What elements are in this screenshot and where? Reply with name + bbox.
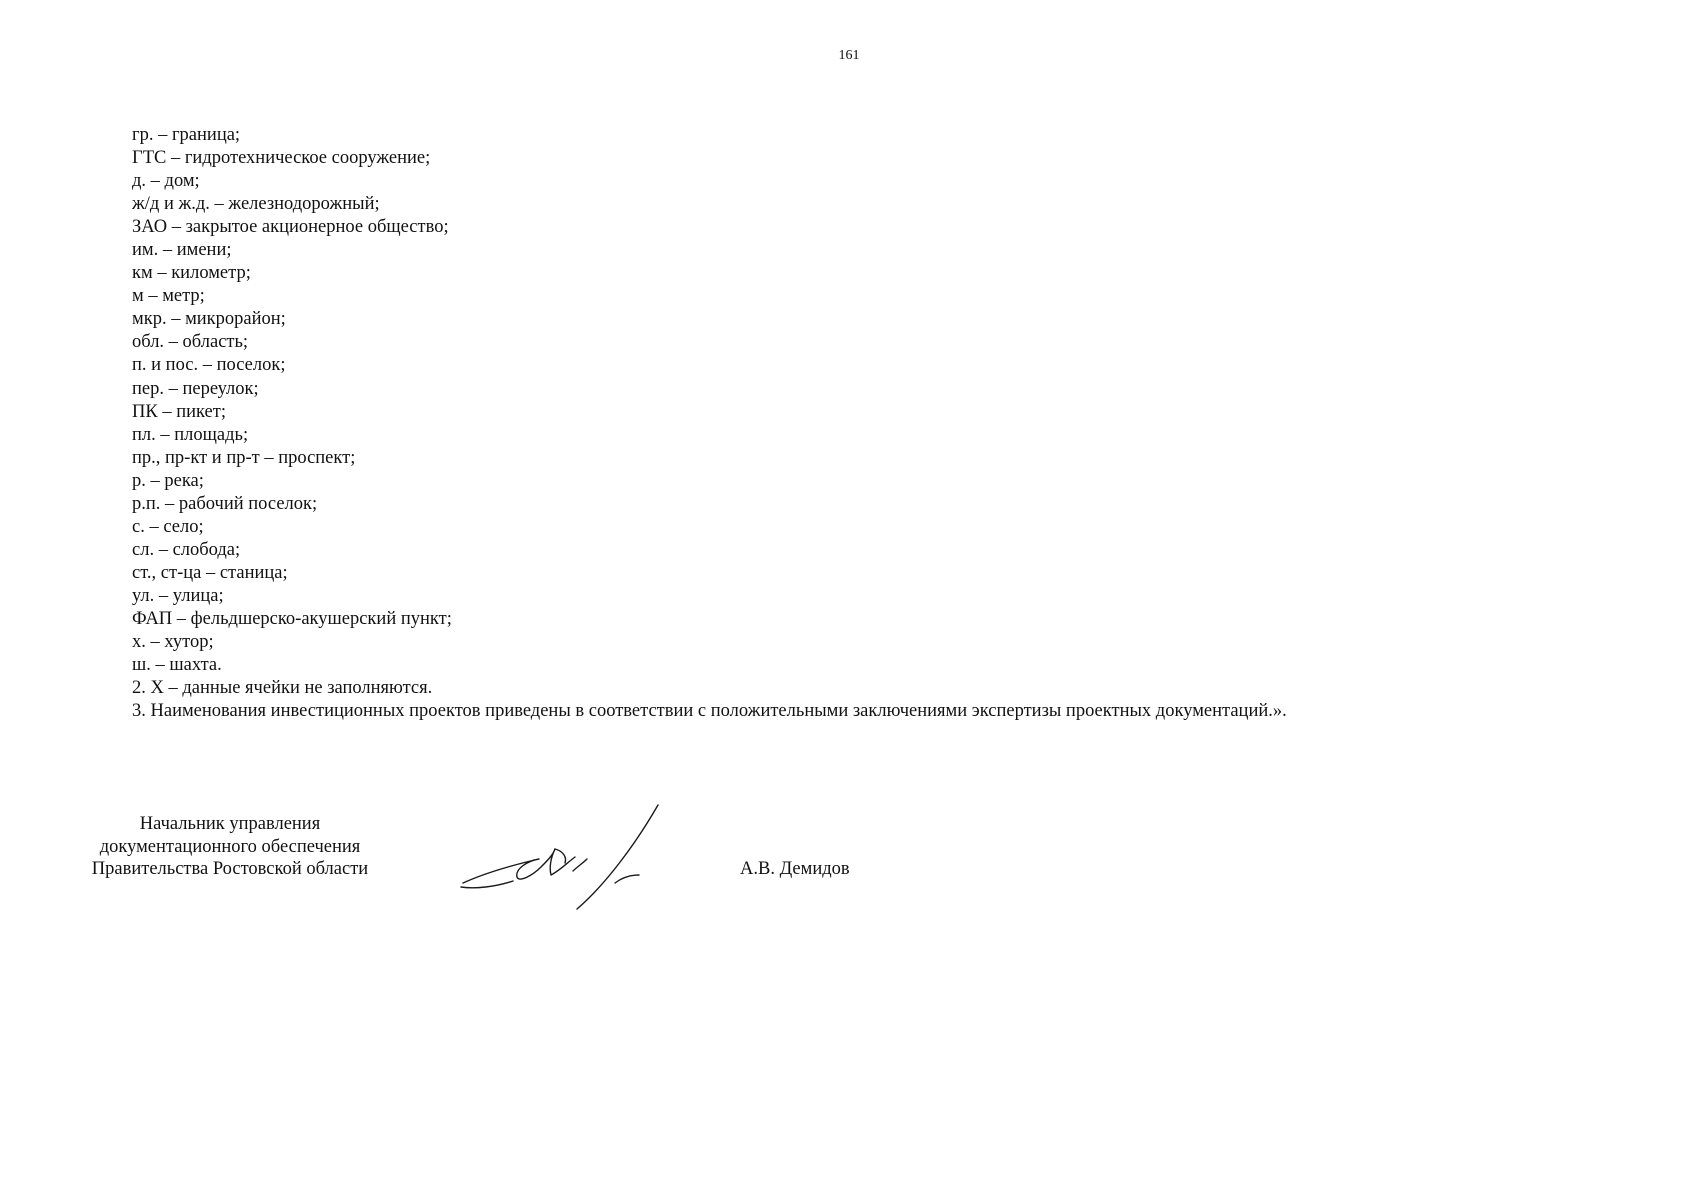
abbreviation-item: им. – имени;: [132, 240, 232, 261]
abbreviation-item: сл. – слобода;: [132, 539, 241, 560]
abbreviation-list: [132, 124, 1287, 723]
abbreviation-item: пер. – переулок;: [132, 378, 259, 399]
abbreviation-item: ЗАО – закрытое акционерное общество;: [132, 217, 449, 238]
handwritten-signature: [455, 797, 665, 912]
signatory-position: [70, 813, 390, 881]
abbreviation-item: м – метр;: [132, 286, 205, 307]
abbreviation-item: р.п. – рабочий поселок;: [132, 493, 318, 514]
signatory-name: А.В. Демидов: [740, 859, 850, 879]
position-line: Начальник управления: [139, 814, 321, 834]
abbreviation-item: с. – село;: [132, 516, 204, 537]
abbreviation-item: ПК – пикет;: [132, 401, 226, 422]
abbreviation-item: х. – хутор;: [132, 632, 214, 653]
abbreviation-item: пл. – площадь;: [132, 424, 249, 445]
abbreviation-item: пр., пр-кт и пр-т – проспект;: [132, 447, 356, 468]
abbreviation-item: ст., ст-ца – станица;: [132, 562, 288, 583]
abbreviation-item: обл. – область;: [132, 332, 249, 353]
abbreviation-item: ФАП – фельдшерско-акушерский пункт;: [132, 608, 452, 629]
position-line: документационного обеспечения: [99, 836, 361, 857]
abbreviation-item: ж/д и ж.д. – железнодорожный;: [132, 194, 380, 215]
abbreviation-item: д. – дом;: [132, 171, 200, 192]
position-line: Правительства Ростовской области: [91, 859, 369, 879]
abbreviation-item: ш. – шахта.: [132, 655, 222, 676]
note-item: 2. Х – данные ячейки не заполняются.: [132, 678, 433, 699]
abbreviation-item: р. – река;: [132, 470, 204, 491]
note-item: 3. Наименования инвестиционных проектов приведены в соответствии с положительными заключениями экспертизы проектных документаций.».: [132, 701, 1287, 722]
abbreviation-item: ул. – улица;: [132, 585, 224, 606]
abbreviation-item: км – километр;: [132, 263, 251, 284]
abbreviation-item: мкр. – микрорайон;: [132, 309, 286, 330]
abbreviation-item: ГТС – гидротехническое сооружение;: [132, 148, 431, 169]
abbreviation-item: п. и пос. – поселок;: [132, 355, 286, 376]
page-number: 161: [838, 48, 860, 63]
abbreviation-item: гр. – граница;: [132, 125, 241, 145]
